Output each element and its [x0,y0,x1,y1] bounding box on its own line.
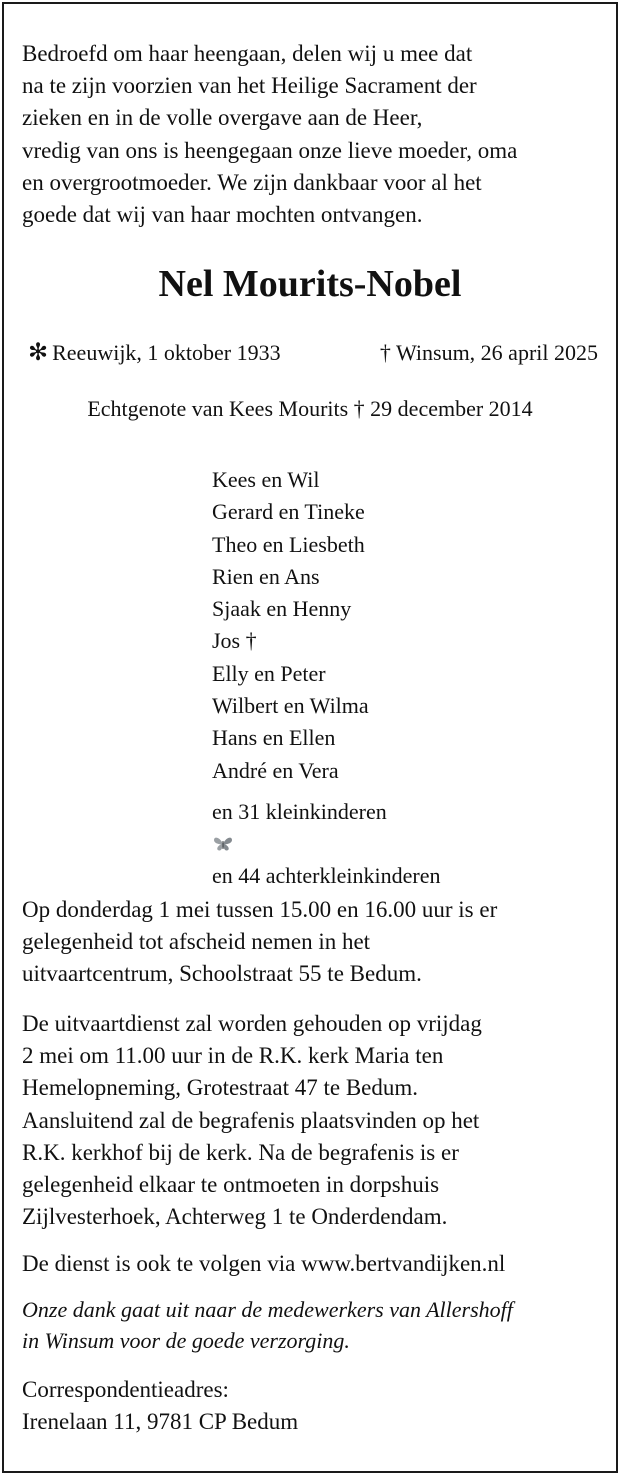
butterfly-icon [213,836,233,852]
service-line: gelegenheid elkaar te ontmoeten in dorpshuis [22,1172,440,1198]
intro-line: zieken en in de volle overgave aan de Heer, [22,105,423,131]
birth-date [28,338,281,368]
correspondence-block [22,1374,298,1438]
service-paragraph [22,1008,482,1233]
birth-star-icon: ✻ [28,340,49,366]
intro-line: vredig van ons is heengegaan onze lieve moeder, oma [22,137,518,163]
intro-text [22,38,517,231]
correspondence-label: Correspondentieadres: [22,1377,229,1402]
family-member: André en Vera [212,757,339,783]
family-member: Kees en Wil [212,467,320,492]
service-line: R.K. kerkhof bij de kerk. Na de begrafenis is er [22,1139,459,1165]
farewell-line: uitvaartcentrum, Schoolstraat 55 te Bedum. [22,961,422,987]
family-member: Gerard en Tineke [212,499,365,525]
intro-line: goede dat wij van haar mochten ontvangen. [22,202,423,228]
grandchildren-text: en 31 kleinkinderen [212,799,387,824]
family-member: Elly en Peter [212,660,326,686]
family-member: Theo en Liesbeth [212,531,365,557]
descendants [212,796,440,892]
family-member: Rien en Ans [212,563,320,589]
family-member: Jos † [212,628,257,654]
intro-line: en overgrootmoeder. We zijn dankbaar voor al het [22,169,482,195]
farewell-line: gelegenheid tot afscheid nemen in het [22,929,371,955]
farewell-paragraph [22,894,497,991]
farewell-line: Op donderdag 1 mei tussen 15.00 en 16.00 uur is er [22,897,498,922]
service-line: 2 mei om 11.00 uur in de R.K. kerk Maria ten [22,1043,444,1069]
thanks-line: Onze dank gaat uit naar de medewerkers van Allershoff [22,1297,513,1322]
intro-line: Bedroefd om haar heengaan, delen wij u mee dat [22,41,473,66]
thanks-line: in Winsum voor de goede verzorging. [22,1328,350,1353]
service-line: Aansluitend zal de begrafenis plaatsvinden op het [22,1107,480,1133]
family-member: Hans en Ellen [212,725,336,751]
service-line: Zijlvesterhoek, Achterweg 1 te Onderdendam. [22,1204,448,1230]
deceased-name: Nel Mourits-Nobel [158,263,462,305]
spouse-line: Echtgenote van Kees Mourits † 29 december 2014 [87,396,533,421]
intro-line: na te zijn voorzien van het Heilige Sacrament der [22,73,477,99]
family-member: Wilbert en Wilma [212,693,369,719]
birth-text: Reeuwijk, 1 oktober 1933 [52,340,281,365]
thanks-paragraph [22,1294,513,1356]
correspondence-address: Irenelaan 11, 9781 CP Bedum [22,1409,299,1434]
family-list [212,464,369,787]
grandchildren-line [212,796,440,860]
livestream-line: De dienst is ook te volgen via www.bertvandijken.nl [22,1251,506,1276]
family-member: Sjaak en Henny [212,596,352,622]
service-line: Hemelopneming, Grotestraat 47 te Bedum. [22,1075,419,1101]
great-grandchildren-line: en 44 achterkleinkinderen [212,863,441,888]
service-line: De uitvaartdienst zal worden gehouden op vrijdag [22,1011,482,1036]
death-date: † Winsum, 26 april 2025 [379,340,598,365]
